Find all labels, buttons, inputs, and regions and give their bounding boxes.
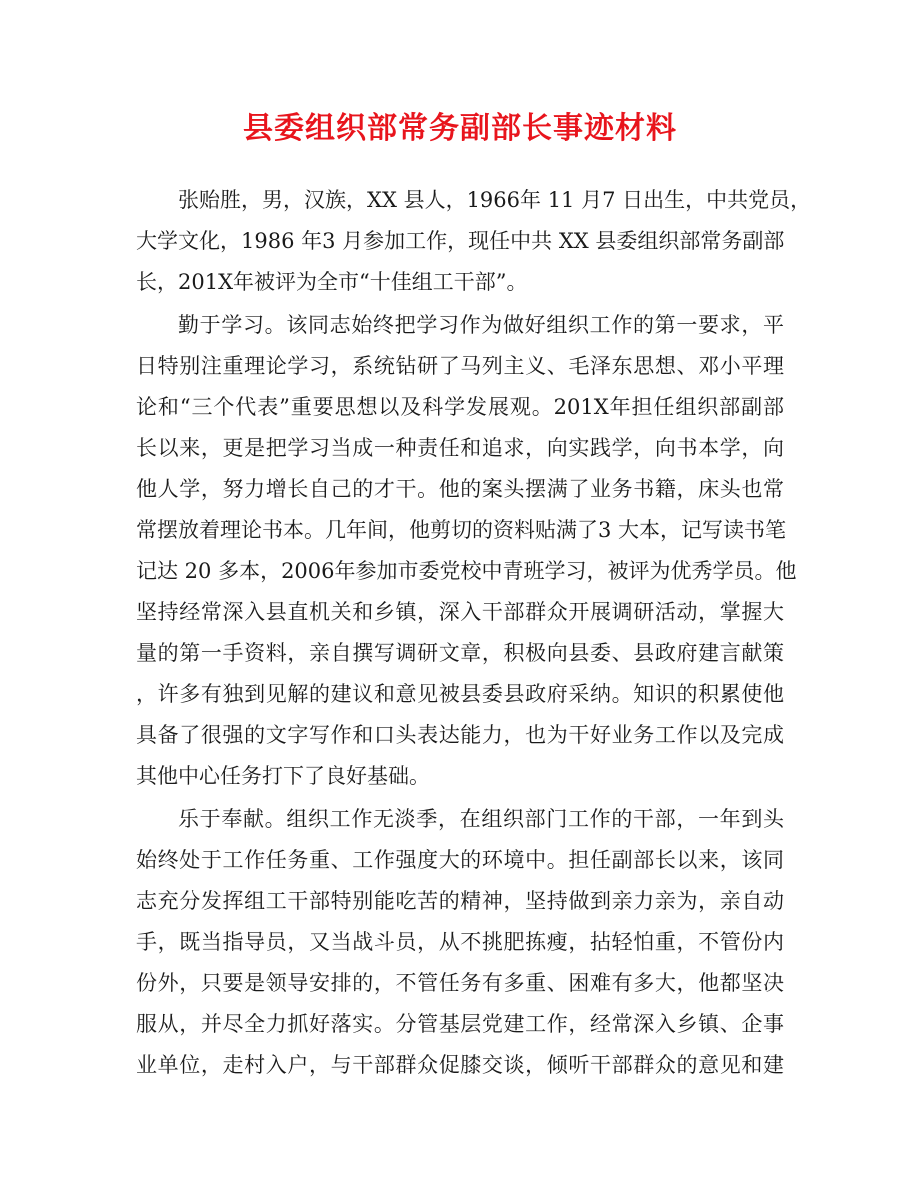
document-title: 县委组织部常务副部长事迹材料 <box>243 111 677 146</box>
text-line: 大学文化，1986 年3 月参加工作，现任中共 XX 县委组织部常务副部 <box>136 229 785 253</box>
text-line: 服从，并尽全力抓好落实。分管基层党建工作，经常深入乡镇、企事 <box>136 1012 784 1036</box>
paragraph-dedication <box>136 799 784 1086</box>
document-body <box>136 180 812 1088</box>
text-line: 常摆放着理论书本。几年间，他剪切的资料贴满了3 大本，记写读书笔 <box>136 518 787 542</box>
text-line: 量的第一手资料，亲自撰写调研文章，积极向县委、县政府建言献策 <box>136 641 784 665</box>
text-line: 他人学，努力增长自己的才干。他的案头摆满了业务书籍，床头也常 <box>136 477 784 501</box>
text-line: 勤于学习。该同志始终把学习作为做好组织工作的第一要求，平 <box>178 313 784 337</box>
text-line: 具备了很强的文字写作和口头表达能力，也为干好业务工作以及完成 <box>136 723 784 747</box>
text-line: ，许多有独到见解的建议和意见被县委县政府采纳。知识的积累使他 <box>136 682 784 706</box>
text-line: 手，既当指导员，又当战斗员，从不挑肥拣瘦，拈轻怕重，不管份内 <box>136 930 784 954</box>
text-line: 业单位，走村入户，与干部群众促膝交谈，倾听干部群众的意见和建 <box>136 1053 784 1077</box>
text-line: 其他中心任务打下了良好基础。 <box>136 764 430 788</box>
text-line: 份外，只要是领导安排的，不管任务有多重、困难有多大，他都坚决 <box>136 971 784 995</box>
text-line: 坚持经常深入县直机关和乡镇，深入干部群众开展调研活动，掌握大 <box>136 600 784 624</box>
text-line: 论和“三个代表”重要思想以及科学发展观。201X年担任组织部副部 <box>136 395 784 419</box>
paragraph-diligent-study <box>136 305 797 797</box>
text-line: 记达 20 多本，2006年参加市委党校中青班学习，被评为优秀学员。他 <box>136 559 797 583</box>
text-line: 始终处于工作任务重、工作强度大的环境中。担任副部长以来，该同 <box>136 848 784 872</box>
text-line: 长，201X年被评为全市“十佳组工干部”。 <box>136 270 528 294</box>
text-line: 乐于奉献。组织工作无淡季，在组织部门工作的干部，一年到头 <box>178 807 784 831</box>
text-line: 长以来，更是把学习当成一种责任和追求，向实践学，向书本学，向 <box>136 436 784 460</box>
text-line: 志充分发挥组工干部特别能吃苦的精神，坚持做到亲力亲为，亲自动 <box>136 889 784 913</box>
text-line: 日特别注重理论学习，系统钻研了马列主义、毛泽东思想、邓小平理 <box>136 354 784 378</box>
paragraph-personal-info <box>136 180 812 303</box>
text-line: 张贻胜，男，汉族，XX 县人，1966年 11 月7 日出生，中共党员， <box>178 188 812 212</box>
